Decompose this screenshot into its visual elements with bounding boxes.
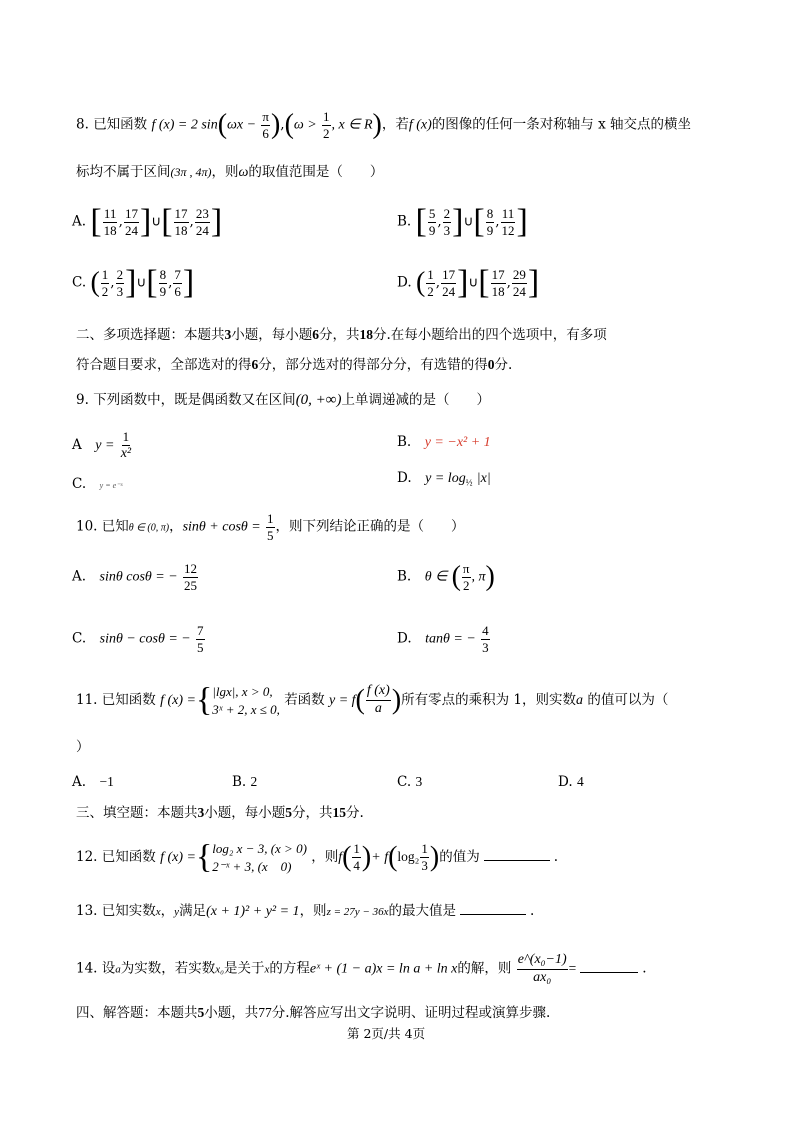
- q13-stem: 13. 已知实数x，y满足(x + 1)² + y² = 1，则z = 27y − 36x的最大值是 .: [76, 903, 535, 919]
- q12-answer-blank[interactable]: [484, 860, 550, 861]
- q8-option-d: D. ( $\frac{1}{2}$ , $\frac{17}{24}$ ]∪[ $\frac{17}{18}$ , $\frac{29}{24}$ ]: [397, 264, 540, 301]
- q14-answer-blank[interactable]: [580, 972, 638, 973]
- q8-text-b: 的图像的任何一条对称轴与 x 轴交点的横坐: [431, 116, 691, 133]
- q10-option-a: A. sinθ cosθ = − $\frac{12}{25}$: [72, 561, 197, 593]
- q8-option-c: C. ( $\frac{1}{2}$ , $\frac{2}{3}$ ]∪[ $\frac{8}{9}$ , $\frac{7}{6}$ ]: [72, 264, 195, 301]
- q9-option-b: B. y = −x² + 1: [397, 434, 491, 450]
- q11-close: ）: [76, 739, 90, 755]
- q10-option-b: B. θ ∈ ( $\frac{\pi}{2}$ , π): [397, 561, 495, 593]
- q10-option-d: D. tanθ = − $\frac{4}{3}$: [397, 623, 489, 655]
- q8-cond-b: , x ∈ R: [331, 117, 373, 133]
- q8-line2-c: 的取值范围是（ ）: [248, 164, 384, 180]
- q8-fx: f (x): [408, 117, 432, 133]
- q8-option-b: B. [ $\frac{5}{9}$ , $\frac{2}{3}$ ]∪[ $\frac{8}{9}$ , $\frac{11}{12}$ ]: [397, 203, 528, 240]
- q8-line2-b: ，则: [211, 164, 239, 180]
- q12-stem: 12. 已知函数 f (x) ={ log₂ x − 3, (x > 0) 2⁻ˣ + 3, (x 0) ，则f( $\frac{1}{4}$ )+ f(log₂ $\frac{1}{3}$ )的值为 .: [76, 838, 559, 876]
- q8-cond: ω >: [293, 117, 317, 133]
- q8-line2-a: 标均不属于区间: [76, 164, 171, 180]
- q8-interval: (3π , 4π): [170, 165, 212, 179]
- q9-option-d: D. $y = \log_{\frac{1}{2}} |x|$: [397, 470, 491, 488]
- q11-options: A. −1: [72, 774, 114, 790]
- q11-option-c: C. 3: [397, 774, 423, 790]
- section3-heading: 三、填空题：本题共3小题，每小题5分，共15分.: [76, 805, 364, 821]
- q9-option-a: A y = $\frac{1}{\text{x²}}$: [72, 429, 132, 461]
- q10-stem: 10. 已知θ ∈ (0, π)，sinθ + cosθ = $\frac{1}{5}$ ，则下列结论正确的是（ ）: [76, 511, 465, 543]
- q8-half: $\frac{1}{2}$: [323, 109, 330, 141]
- q8-number: 8.: [76, 116, 89, 133]
- q8-lead: 已知函数: [93, 116, 148, 133]
- q8-line1: 8. 已知函数 f (x) = 2 sin(ωx − $\frac{\pi}{6}$ ),(ω > $\frac{1}{2}$ , x ∈ R)，若f (x)的图像的任何一条对称轴与 x 轴交点的横坐: [76, 109, 691, 141]
- q10-option-c: C. sinθ − cosθ = − $\frac{7}{5}$: [72, 623, 204, 655]
- q11-option-d: D. 4: [558, 774, 584, 790]
- q8-pi-over-6: $\frac{\pi}{6}$: [262, 109, 269, 141]
- q8-omega-x: ωx −: [227, 117, 257, 133]
- q8-option-a-label: A.: [72, 213, 87, 230]
- q8-option-c-label: C.: [72, 274, 87, 291]
- q13-answer-blank[interactable]: [460, 914, 526, 915]
- section2-line1: 二、多项选择题：本题共3小题，每小题6分，共18分.在每小题给出的四个选项中，有多项: [76, 327, 607, 343]
- q8-formula-lhs: f (x) = 2 sin: [151, 117, 218, 133]
- q8-line2: [76, 166, 383, 180]
- q11-stem: 11. 已知函数 f (x) ={ |lgx|, x > 0, 3ˣ + 2, x ≤ 0, 若函数 y = f( $\frac{f (x)}{a}$ )所有零点的乘积为 1，则实数a 的值可以为（: [76, 681, 669, 719]
- q11-option-b: B. 2: [232, 774, 258, 790]
- section4-heading: 四、解答题：本题共5小题，共77分.解答应写出文字说明、证明过程或演算步骤.: [76, 1005, 551, 1021]
- q8-omega: ω: [238, 165, 249, 180]
- q8-text-a: ，若: [381, 116, 409, 133]
- q14-stem: 14. 设a为实数，若实数x₀是关于x的方程eˣ + (1 − a)x = ln a + ln x的解，则 $\frac{\text{e\textasciicircum{}(x₀−1)}}{\text{ax₀}}$ = .: [76, 952, 647, 985]
- q9-stem: 9. 下列函数中，既是偶函数又在区间(0, +∞)上单调递减的是（ ）: [76, 392, 490, 408]
- q8-option-b-label: B.: [397, 213, 412, 230]
- section2-line2: 符合题目要求，全部选对的得6分，部分选对的得部分分，有选错的得0分.: [76, 357, 513, 373]
- page-footer: 第 2页/共 4页: [347, 1026, 426, 1041]
- q8-option-a: A. [ $\frac{11}{18}$ , $\frac{17}{24}$ ]∪[ $\frac{17}{18}$ , $\frac{23}{24}$ ]: [72, 203, 223, 240]
- q9-option-c: C. y = e⁻ˣ: [72, 476, 123, 492]
- q8-option-d-label: D.: [397, 274, 412, 291]
